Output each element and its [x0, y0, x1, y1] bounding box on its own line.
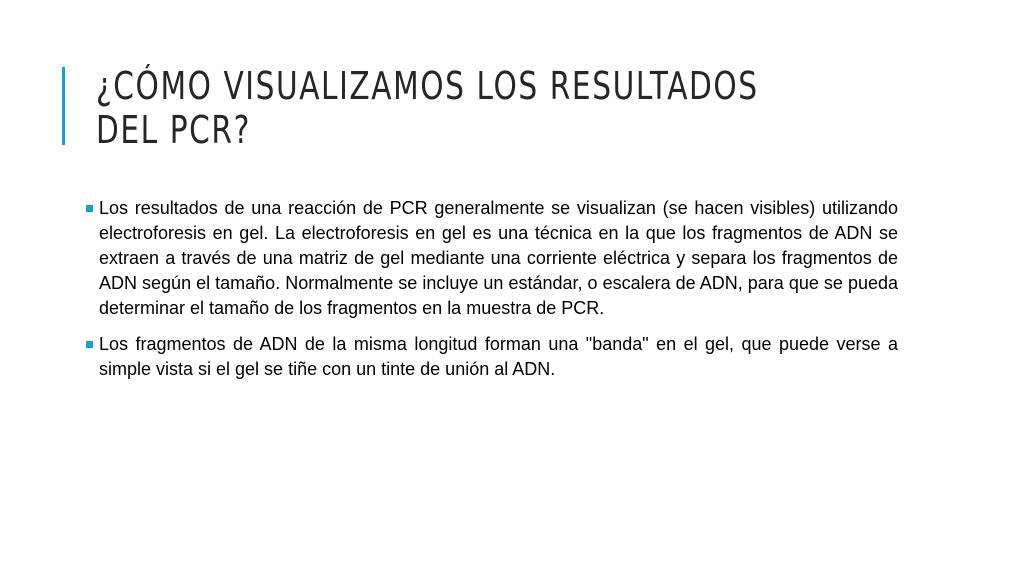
bullet-item — [86, 332, 898, 382]
slide-title: ¿CÓMO VISUALIZAMOS LOS RESULTADOS DEL PCR? — [96, 64, 759, 152]
bullet-list — [86, 196, 898, 393]
square-bullet-icon — [86, 205, 93, 212]
bullet-text: Los resultados de una reacción de PCR generalmente se visualizan (se hacen visibles) utilizando electroforesis en gel. La electroforesis en gel es una técnica en la que los fragmentos de ADN se extraen a través de una matriz de gel mediante una corriente eléctrica y separa los fragmentos de ADN según el tamaño. Normalmente se incluye un estándar, o escalera de ADN, para que se pueda determinar el tamaño de los fragmentos en la muestra de PCR. — [99, 198, 898, 318]
square-bullet-icon — [86, 341, 93, 348]
bullet-text: Los fragmentos de ADN de la misma longitud forman una "banda" en el gel, que puede verse a simple vista si el gel se tiñe con un tinte de unión al ADN. — [99, 334, 898, 379]
bullet-item — [86, 196, 898, 321]
title-accent-bar — [62, 67, 65, 145]
